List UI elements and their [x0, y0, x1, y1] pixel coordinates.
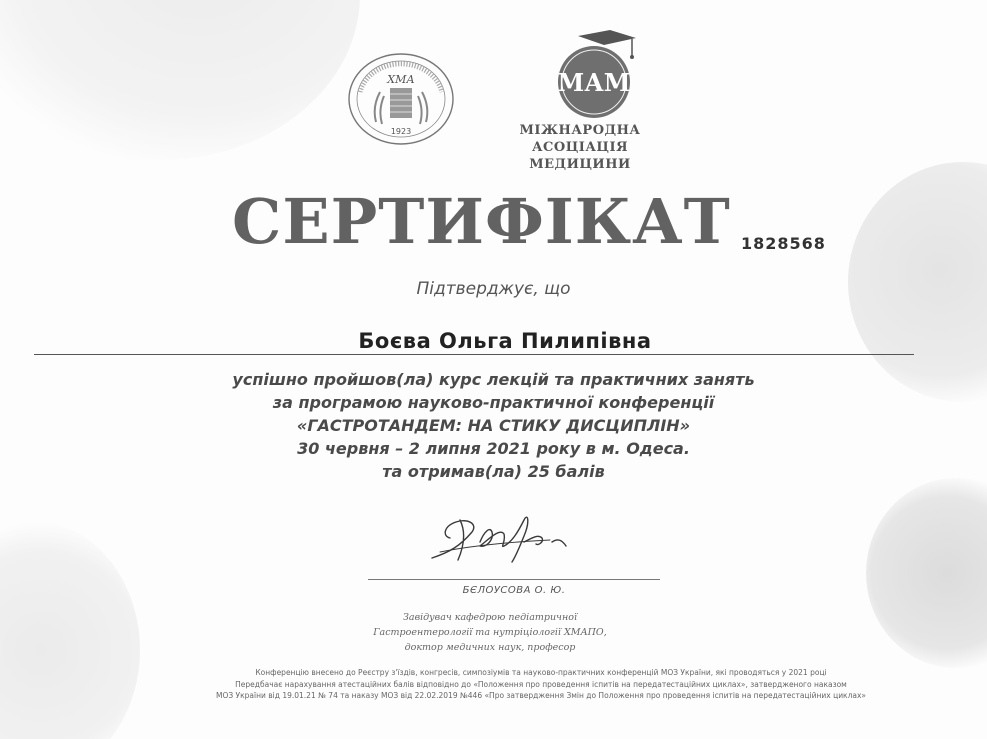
name-underline: [34, 354, 914, 355]
body-line: 30 червня – 2 липня 2021 року в м. Одеса.: [297, 439, 690, 458]
mam-logo: [548, 30, 640, 122]
certificate-body: [0, 368, 987, 483]
mam-logo-text: МАМ: [557, 68, 631, 97]
position-line: Завідувач кафедрою педіатричної: [402, 612, 577, 623]
signatory-position: [300, 610, 680, 655]
position-line: доктор медичних наук, професор: [404, 642, 576, 653]
association-line: АСОЦІАЦІЯ МЕДИЦИНИ: [529, 140, 631, 172]
signatory-name: БЄЛОУСОВА О. Ю.: [462, 585, 566, 596]
academy-seal-logo: [346, 52, 456, 146]
footer-notes: [0, 667, 987, 702]
footer-line: МОЗ України від 19.01.21 № 74 та наказу МОЗ від 22.02.2019 №446 «Про затвердження Змін до Положення про проведення іспитів на передатестаційних циклах»: [215, 691, 867, 700]
body-line: «ГАСТРОТАНДЕМ: НА СТИКУ ДИСЦИПЛІН»: [296, 416, 691, 435]
association-line: МІЖНАРОДНА: [519, 123, 641, 138]
association-name: [482, 122, 678, 173]
footer-line: Конференцію внесено до Реєстру з'їздів, конгресів, симпозіумів та науково-практичних конференцій МОЗ України, які проводяться у 2021 році: [255, 668, 827, 677]
background-circle-right-lower: [866, 478, 987, 668]
background-circle-top-left: [0, 0, 360, 160]
body-line: за програмою науково-практичної конференції: [272, 393, 715, 412]
footer-line: Передбачає нарахування атестаційних балів відповідно до «Положення про проведення іспитів на передатестаційних циклах», затвердженого наказом: [235, 679, 847, 689]
confirms-text: Підтверджує, що: [416, 279, 571, 299]
background-circle-bottom-left: [0, 520, 140, 739]
body-line: та отримав(ла) 25 балів: [382, 462, 605, 481]
position-line: Гастроентерології та нутріціології ХМАПО,: [373, 627, 607, 638]
seal-monogram: ХМА: [387, 73, 415, 86]
handwritten-signature: [420, 502, 600, 570]
body-line: успішно пройшов(ла) курс лекцій та практичних занять: [232, 370, 755, 389]
recipient-name: Боєва Ольга Пилипівна: [358, 329, 652, 353]
signature-line: [368, 579, 660, 580]
seal-year: 1923: [390, 127, 412, 136]
certificate-number: 1828568: [741, 234, 826, 253]
certificate-title: СЕРТИФІКАТ: [232, 185, 731, 258]
